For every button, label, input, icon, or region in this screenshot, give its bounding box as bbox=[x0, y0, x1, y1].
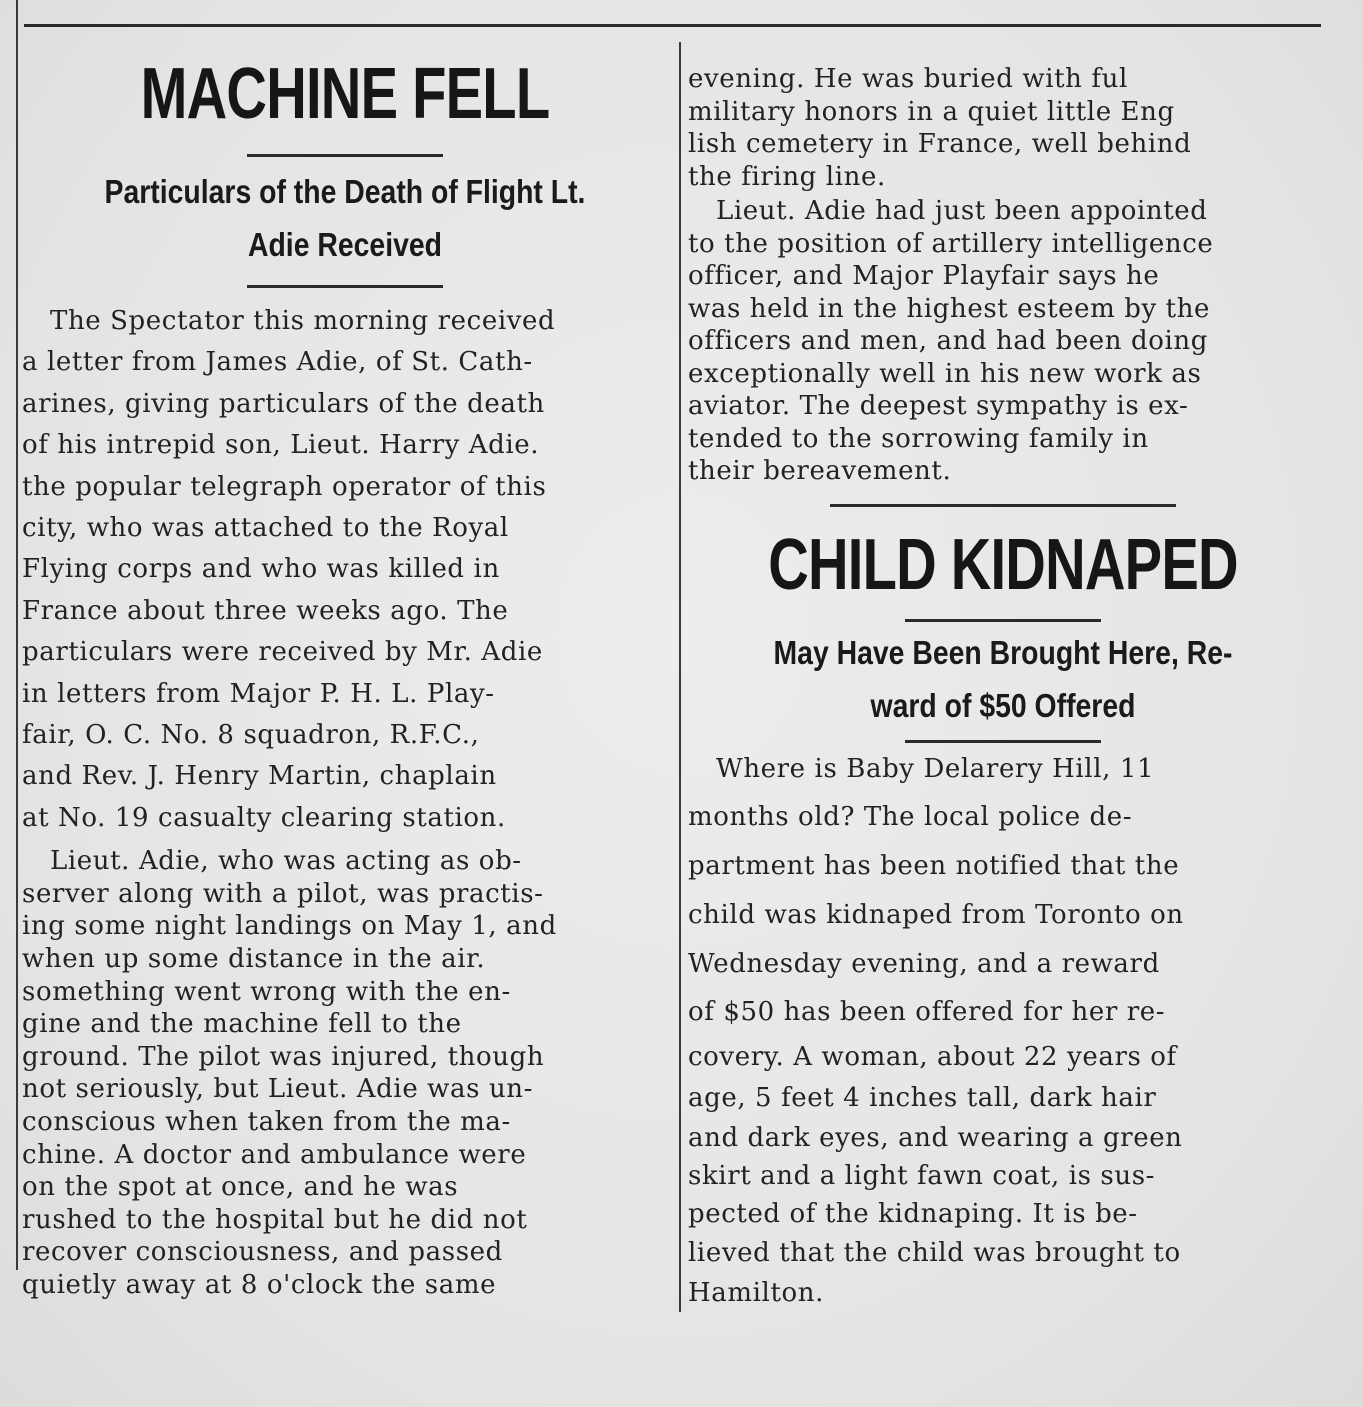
text-line: age, 5 feet 4 inches tall, dark hair bbox=[688, 1083, 1157, 1114]
text-line: The Spectator this morning received bbox=[50, 306, 556, 336]
text-line: Lieut. Adie had just been appointed bbox=[716, 196, 1208, 226]
text-line: evening. He was buried with ful bbox=[688, 64, 1128, 94]
subhead-line: ward of $50 Offered bbox=[870, 686, 1136, 724]
text-line: ing some night landings on May 1, and bbox=[22, 911, 557, 942]
text-line: the firing line. bbox=[688, 161, 886, 192]
text-line: something went wrong with the en- bbox=[22, 976, 511, 1007]
text-line: lish cemetery in France, well behind bbox=[688, 129, 1192, 159]
text-line: Where is Baby Delarery Hill, 11 bbox=[716, 753, 1155, 784]
text-line: pected of the kidnaping. It is be- bbox=[688, 1199, 1138, 1230]
subhead-line: Particulars of the Death of Flight Lt. bbox=[104, 173, 586, 210]
text-line: to the position of artillery intelligence bbox=[688, 228, 1214, 259]
subhead-line: May Have Been Brought Here, Re- bbox=[773, 633, 1233, 671]
subhead-child-kidnaped bbox=[688, 626, 1318, 732]
text-line: when up some distance in the air. bbox=[22, 944, 486, 975]
text-line: a letter from James Adie, of St. Cath- bbox=[22, 347, 533, 378]
text-line: and Rev. J. Henry Martin, chaplain bbox=[22, 761, 497, 792]
headline-rule bbox=[247, 154, 443, 157]
text-line: not seriously, but Lieut. Adie was un- bbox=[22, 1074, 534, 1105]
text-line: conscious when taken from the ma- bbox=[22, 1107, 511, 1138]
text-line: ground. The pilot was injured, though bbox=[22, 1041, 545, 1072]
paragraph-2 bbox=[22, 845, 668, 1301]
text-line: partment has been notified that the bbox=[688, 851, 1180, 882]
headline-machine-fell: MACHINE FELL bbox=[140, 54, 550, 134]
text-line: their bereavement. bbox=[688, 456, 952, 486]
text-line: lieved that the child was brought to bbox=[688, 1238, 1181, 1269]
headline-child-kidnaped: CHILD KIDNAPED bbox=[768, 524, 1238, 605]
article-separator-rule bbox=[830, 504, 1176, 507]
right-column bbox=[688, 30, 1318, 1313]
text-line: Lieut. Adie, who was acting as ob- bbox=[50, 846, 522, 877]
text-line: rushed to the hospital but he did not bbox=[22, 1204, 528, 1235]
paragraph-1 bbox=[22, 301, 668, 839]
text-line: arines, giving particulars of the death bbox=[22, 388, 545, 419]
text-line: skirt and a light fawn coat, is sus- bbox=[688, 1161, 1156, 1192]
text-line: officer, and Major Playfair says he bbox=[688, 261, 1160, 291]
subhead-machine-fell bbox=[22, 165, 668, 271]
continuation-paragraph-1 bbox=[688, 63, 1318, 193]
text-line: gine and the machine fell to the bbox=[22, 1009, 462, 1040]
text-line: exceptionally well in his new work as bbox=[688, 358, 1202, 389]
text-line: aviator. The deepest sympathy is ex- bbox=[688, 391, 1189, 421]
text-line: Flying corps and who was killed in bbox=[22, 554, 500, 585]
text-line: months old? The local police de- bbox=[688, 802, 1133, 833]
text-line: chine. A doctor and ambulance were bbox=[22, 1139, 527, 1170]
text-line: the popular telegraph operator of this bbox=[22, 471, 547, 502]
text-line: city, who was attached to the Royal bbox=[22, 513, 509, 544]
text-line: was held in the highest esteem by the bbox=[688, 293, 1211, 324]
text-line: officers and men, and had been doing bbox=[688, 326, 1209, 356]
text-line: recover consciousness, and passed bbox=[22, 1237, 503, 1268]
subhead-rule bbox=[905, 740, 1101, 743]
subhead-line: Adie Received bbox=[247, 226, 443, 263]
center-column-rule bbox=[679, 42, 681, 1312]
left-column bbox=[22, 30, 668, 1302]
text-line: of $50 has been offered for her re- bbox=[688, 997, 1166, 1028]
subhead-rule bbox=[247, 285, 443, 288]
text-line: covery. A woman, about 22 years of bbox=[688, 1042, 1177, 1073]
text-line: at No. 19 casualty clearing station. bbox=[22, 802, 506, 833]
text-line: of his intrepid son, Lieut. Harry Adie. bbox=[22, 430, 540, 461]
continuation-paragraph-2 bbox=[688, 195, 1318, 488]
text-line: quietly away at 8 o'clock the same bbox=[22, 1270, 497, 1300]
text-line: fair, O. C. No. 8 squadron, R.F.C., bbox=[22, 720, 480, 751]
text-line: particulars were received by Mr. Adie bbox=[22, 637, 543, 668]
headline-rule bbox=[905, 619, 1101, 622]
text-line: and dark eyes, and wearing a green bbox=[688, 1123, 1183, 1154]
text-line: child was kidnaped from Toronto on bbox=[688, 899, 1184, 930]
text-line: on the spot at once, and he was bbox=[22, 1172, 459, 1203]
text-line: server along with a pilot, was practis- bbox=[22, 878, 544, 909]
text-line: Hamilton. bbox=[688, 1278, 824, 1309]
text-line: in letters from Major P. H. L. Play- bbox=[22, 678, 495, 709]
text-line: Wednesday evening, and a reward bbox=[688, 948, 1160, 979]
text-line: France about three weeks ago. The bbox=[22, 595, 509, 626]
kidnap-paragraph bbox=[688, 745, 1318, 1314]
text-line: tended to the sorrowing family in bbox=[688, 423, 1149, 454]
top-rule bbox=[24, 24, 1321, 27]
left-column-rule bbox=[16, 0, 18, 1270]
text-line: military honors in a quiet little Eng bbox=[688, 96, 1175, 127]
